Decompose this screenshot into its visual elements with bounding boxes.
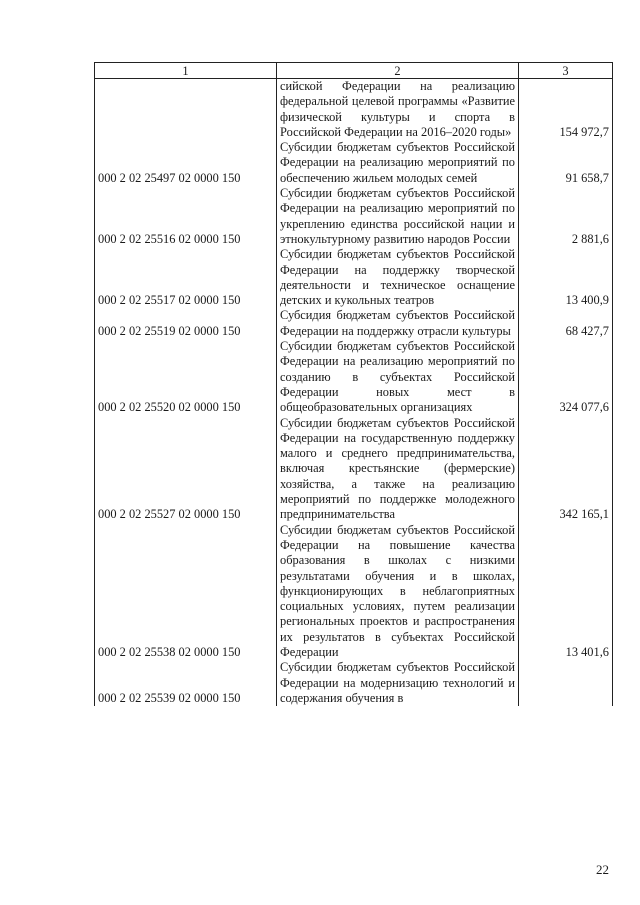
row-description: сийской Федерации на реализацию федеральной целевой программы «Развитие физической культуры и спорта в Российской Федерации на 2016–2020 годы»	[277, 79, 519, 141]
row-amount: 13 401,6	[519, 523, 613, 661]
row-amount: 13 400,9	[519, 247, 613, 308]
page-number: 22	[596, 862, 609, 877]
table-header	[95, 63, 613, 79]
table-row	[95, 140, 613, 186]
row-amount: 342 165,1	[519, 416, 613, 523]
row-code: 000 2 02 25497 02 0000 150	[95, 140, 277, 186]
row-amount	[519, 660, 613, 706]
row-amount: 68 427,7	[519, 308, 613, 339]
row-description: Субсидия бюджетам субъектов Российской Федерации на поддержку отрасли культуры	[277, 308, 519, 339]
table-row	[95, 247, 613, 308]
column-header-3: 3	[519, 63, 613, 79]
row-amount: 2 881,6	[519, 186, 613, 247]
table-row	[95, 339, 613, 415]
table-body	[95, 79, 613, 707]
row-description: Субсидии бюджетам субъектов Российской Федерации на модернизацию технологий и содержания обучения в	[277, 660, 519, 706]
row-code: 000 2 02 25539 02 0000 150	[95, 660, 277, 706]
row-description: Субсидии бюджетам субъектов Российской Федерации на реализацию мероприятий по укреплению единства российской нации и этнокультурному развитию народов России	[277, 186, 519, 247]
table-row	[95, 308, 613, 339]
row-amount: 91 658,7	[519, 140, 613, 186]
row-description: Субсидии бюджетам субъектов Российской Федерации на реализацию мероприятий по созданию в субъектах Российской Федерации новых мест в общеобразовательных организациях	[277, 339, 519, 415]
row-amount: 324 077,6	[519, 339, 613, 415]
table-row	[95, 523, 613, 661]
row-code: 000 2 02 25516 02 0000 150	[95, 186, 277, 247]
header-row	[95, 63, 613, 79]
table-row	[95, 660, 613, 706]
row-description: Субсидии бюджетам субъектов Российской Федерации на повышение качества образования в школах с низкими результатами обучения и в школах, функционирующих в неблагоприятных социальных условиях, путем реализации региональных проектов и распространения их результатов в субъектах Российской Федерации	[277, 523, 519, 661]
budget-table	[94, 62, 613, 706]
row-amount: 154 972,7	[519, 79, 613, 141]
table-row	[95, 186, 613, 247]
row-code	[95, 79, 277, 141]
row-code: 000 2 02 25517 02 0000 150	[95, 247, 277, 308]
column-header-1: 1	[95, 63, 277, 79]
column-header-2: 2	[277, 63, 519, 79]
table-row-continuation	[95, 79, 613, 141]
row-description: Субсидии бюджетам субъектов Российской Федерации на государственную поддержку малого и среднего предпринимательства, включая крестьянские (фермерские) хозяйства, а также на реализацию мероприятий по поддержке молодежного предпринимательства	[277, 416, 519, 523]
row-code: 000 2 02 25520 02 0000 150	[95, 339, 277, 415]
row-code: 000 2 02 25527 02 0000 150	[95, 416, 277, 523]
row-code: 000 2 02 25538 02 0000 150	[95, 523, 277, 661]
row-code: 000 2 02 25519 02 0000 150	[95, 308, 277, 339]
row-description: Субсидии бюджетам субъектов Российской Федерации на реализацию мероприятий по обеспечению жильем молодых семей	[277, 140, 519, 186]
table-row	[95, 416, 613, 523]
row-description: Субсидии бюджетам субъектов Российской Федерации на поддержку творческой деятельности и техническое оснащение детских и кукольных театров	[277, 247, 519, 308]
